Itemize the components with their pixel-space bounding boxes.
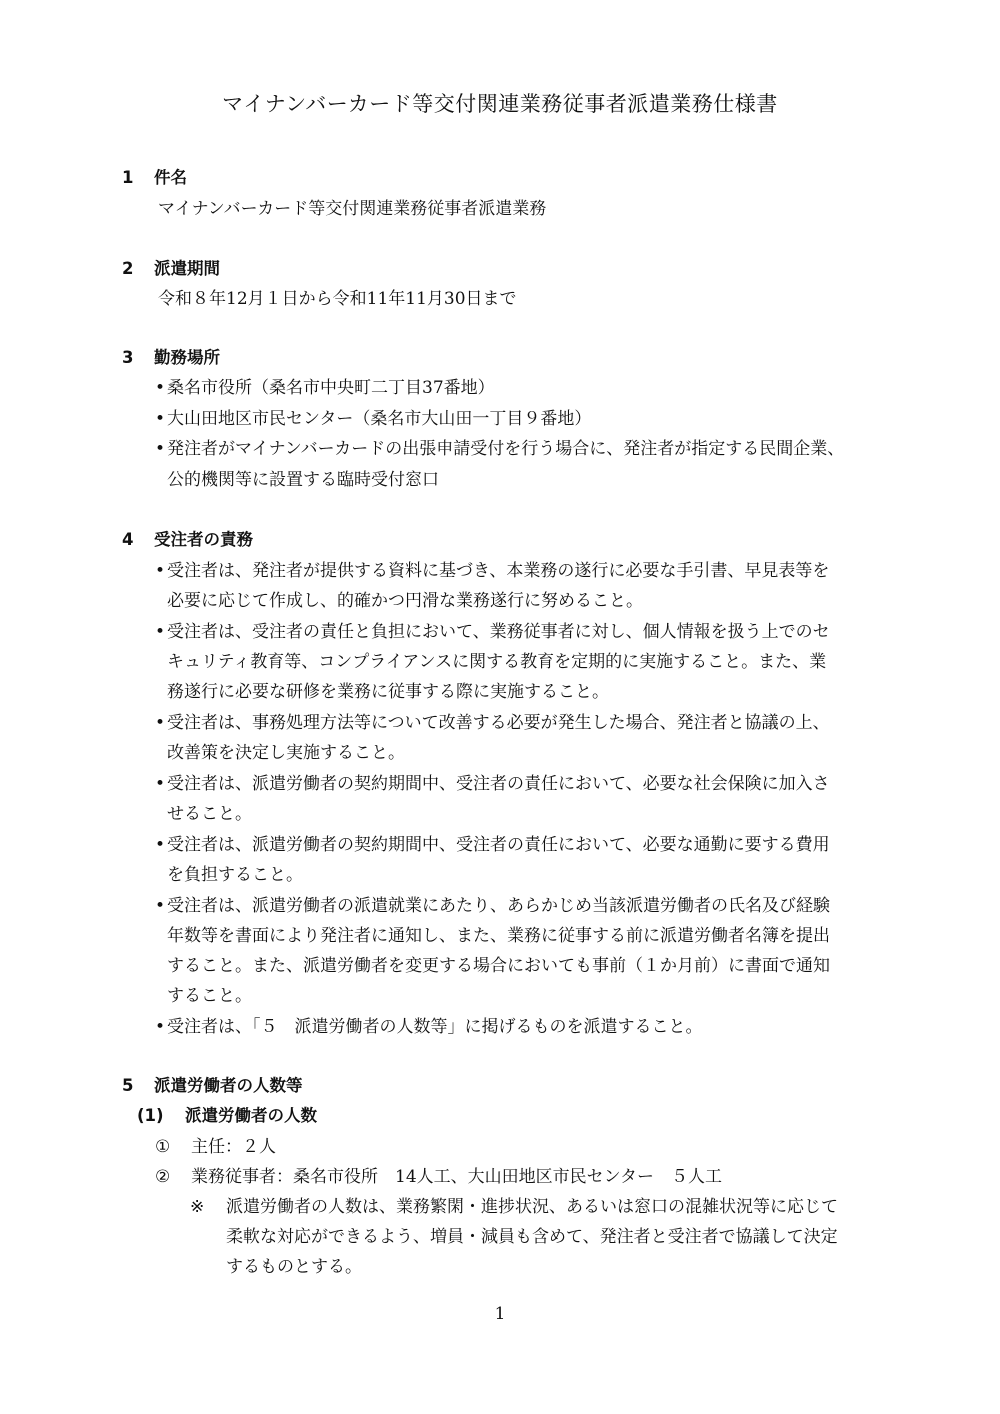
section-5-heading xyxy=(122,1071,303,1101)
bullet-icon: • xyxy=(155,835,166,855)
section-4-bullet-6: • 受注者は、派遣労働者の派遣就業にあたり、あらかじめ当該派遣労働者の氏名及び経験 xyxy=(155,891,830,921)
page-number: 1 xyxy=(494,1304,506,1324)
note: ※ 派遣労働者の人数は、業務繁閑・進捗状況、あるいは窓口の混雑状況等に応じて xyxy=(190,1192,838,1222)
section-title: 派遣期間 xyxy=(154,259,220,278)
section-4-bullet-5: • 受注者は、派遣労働者の契約期間中、受注者の責任において、必要な通勤に要する費用 xyxy=(155,830,830,860)
bullet-icon: • xyxy=(155,622,166,642)
section-title: 派遣労働者の人数等 xyxy=(154,1076,303,1095)
bullet-icon: • xyxy=(155,378,166,398)
subsection-1-heading xyxy=(137,1101,317,1131)
section-4-bullet-6-cont: 年数等を書面により発注者に通知し、また、業務に従事する前に派遣労働者名簿を提出 xyxy=(167,926,830,946)
section-4-bullet-6-cont: すること。また、派遣労働者を変更する場合においても事前（１か月前）に書面で通知 xyxy=(167,956,830,976)
note-cont: するものとする。 xyxy=(226,1257,362,1277)
section-4-bullet-2: • 受注者は、受注者の責任と負担において、業務従事者に対し、個人情報を扱う上でのセ xyxy=(155,617,830,647)
section-number: 5 xyxy=(122,1076,134,1095)
section-4-bullet-4: • 受注者は、派遣労働者の契約期間中、受注者の責任において、必要な社会保険に加入さ xyxy=(155,769,830,799)
section-3-bullet-1: • 桑名市役所（桑名市中央町二丁目37番地） xyxy=(155,373,495,403)
bullet-icon: • xyxy=(155,439,166,459)
bullet-icon: • xyxy=(155,713,166,733)
bullet-icon: • xyxy=(155,409,166,429)
section-4-bullet-3: • 受注者は、事務処理方法等について改善する必要が発生した場合、発注者と協議の上、 xyxy=(155,708,830,738)
section-4-bullet-1: • 受注者は、発注者が提供する資料に基づき、本業務の遂行に必要な手引書、早見表等を xyxy=(155,556,829,586)
item-marker: ② xyxy=(155,1167,171,1187)
section-3-bullet-3: • 発注者がマイナンバーカードの出張申請受付を行う場合に、発注者が指定する民間企業、 xyxy=(155,434,844,464)
document-title: マイナンバーカード等交付関連業務従事者派遣業務仕様書 xyxy=(222,92,778,116)
item-2: ② 業務従事者：桑名市役所 14人工、大山田地区市民センター ５人工 xyxy=(155,1162,722,1192)
section-4-bullet-1-cont: 必要に応じて作成し、的確かつ円滑な業務遂行に努めること。 xyxy=(167,591,643,611)
section-3-bullet-3-cont: 公的機関等に設置する臨時受付窓口 xyxy=(167,470,439,490)
section-3-bullet-2: • 大山田地区市民センター（桑名市大山田一丁目９番地） xyxy=(155,404,591,434)
section-4-heading xyxy=(122,525,253,555)
section-4-bullet-2-cont: 務遂行に必要な研修を業務に従事する際に実施すること。 xyxy=(167,682,609,702)
subsection-number: (1) xyxy=(137,1106,164,1125)
section-1-text: マイナンバーカード等交付関連業務従事者派遣業務 xyxy=(158,199,547,219)
section-number: 1 xyxy=(122,168,134,187)
section-3-heading xyxy=(122,343,220,373)
section-title: 勤務場所 xyxy=(154,348,220,367)
section-4-bullet-6-cont: すること。 xyxy=(167,986,252,1006)
note-marker: ※ xyxy=(190,1197,205,1217)
section-4-bullet-5-cont: を負担すること。 xyxy=(167,865,303,885)
item-marker: ① xyxy=(155,1137,171,1157)
section-4-bullet-3-cont: 改善策を決定し実施すること。 xyxy=(167,743,405,763)
bullet-icon: • xyxy=(155,774,166,794)
section-4-bullet-7: • 受注者は、「５ 派遣労働者の人数等」に掲げるものを派遣すること。 xyxy=(155,1012,703,1042)
note-cont: 柔軟な対応ができるよう、増員・減員も含めて、発注者と受注者で協議して決定 xyxy=(226,1227,838,1247)
subsection-title: 派遣労働者の人数 xyxy=(185,1106,317,1125)
section-number: 2 xyxy=(122,259,134,278)
section-2-text: 令和８年12月１日から令和11年11月30日まで xyxy=(158,289,517,309)
section-title: 受注者の責務 xyxy=(154,530,253,549)
bullet-icon: • xyxy=(155,561,166,581)
section-4-bullet-4-cont: せること。 xyxy=(167,804,252,824)
section-2-heading xyxy=(122,254,220,284)
section-title: 件名 xyxy=(154,168,187,187)
section-4-bullet-2-cont: キュリティ教育等、コンプライアンスに関する教育を定期的に実施すること。また、業 xyxy=(167,652,827,672)
section-1-heading xyxy=(122,163,187,193)
bullet-icon: • xyxy=(155,1017,166,1037)
item-1: ① 主任：２人 xyxy=(155,1132,276,1162)
section-number: 4 xyxy=(122,530,134,549)
section-number: 3 xyxy=(122,348,134,367)
bullet-icon: • xyxy=(155,896,166,916)
